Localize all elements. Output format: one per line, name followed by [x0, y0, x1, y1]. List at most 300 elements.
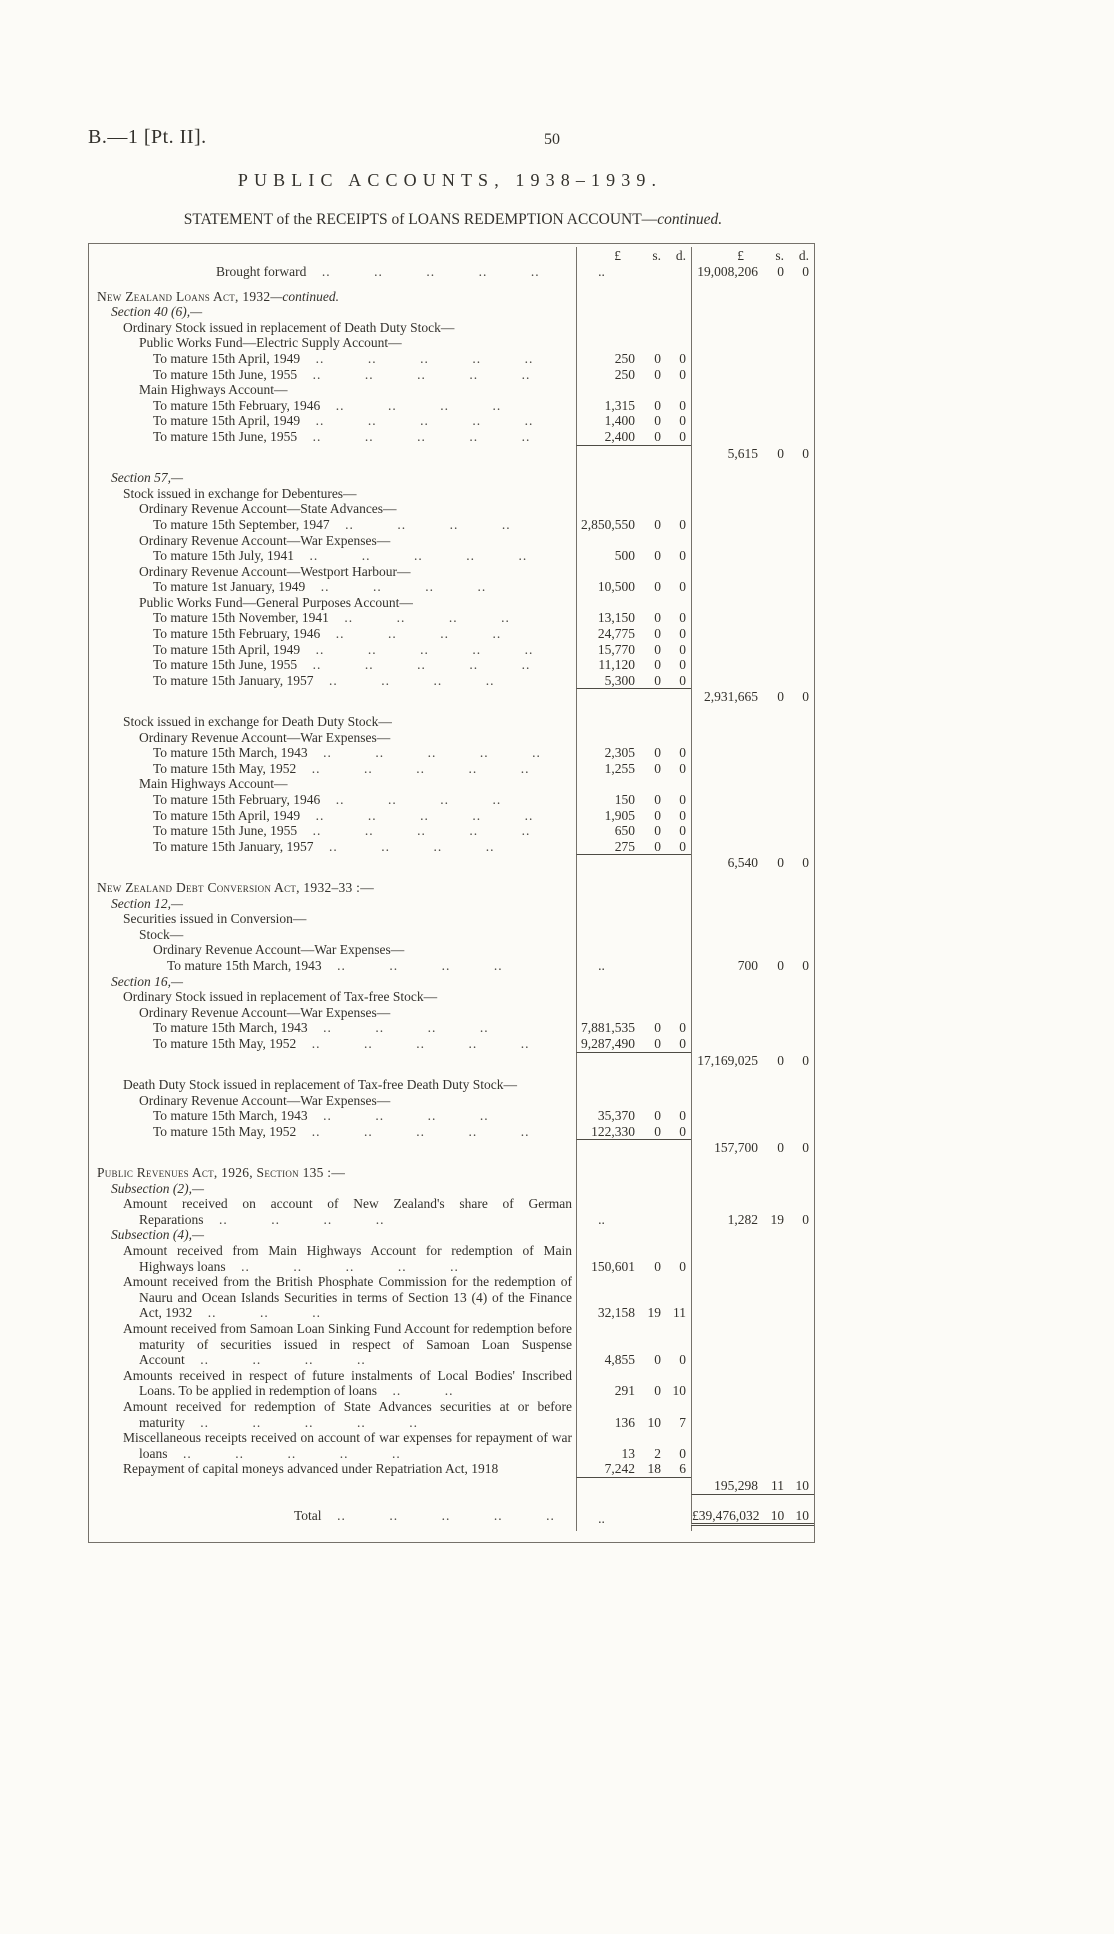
amount-col1: [576, 705, 691, 730]
pounds-value: 32,158: [597, 1305, 635, 1321]
amount-col1: [576, 1430, 691, 1461]
dot-leaders: .. .. .. .. ..: [300, 413, 534, 429]
amount-col1: [576, 642, 691, 658]
row-description: [89, 610, 576, 626]
row-label-suffix: —continued.: [270, 288, 340, 304]
shillings-value: 0: [654, 823, 661, 839]
pounds-value: 1,315: [604, 397, 635, 413]
row-description: [89, 896, 576, 912]
row-description: [89, 730, 576, 746]
amount-col2: [691, 548, 814, 564]
row-description: [89, 871, 576, 896]
line-item-row: [89, 626, 814, 642]
pounds-header: £: [737, 248, 744, 263]
pounds-value: 2,850,550: [581, 516, 635, 532]
row-label: Death Duty Stock issued in replacement of Tax-free Death Duty Stock—: [123, 1077, 517, 1093]
line-item-row: [89, 642, 814, 658]
pence-value: 11: [673, 1305, 686, 1321]
amount-col1: [576, 958, 691, 974]
amount-col1: [576, 792, 691, 808]
amount-col1: [576, 351, 691, 367]
line-item-row: [89, 761, 814, 777]
heading-row: [89, 1156, 814, 1181]
line-item-row: [89, 1321, 814, 1368]
amount-col2: [691, 1196, 814, 1227]
pounds-value: 4,855: [604, 1352, 635, 1368]
row-description: [89, 761, 576, 777]
row-label: To mature 15th May, 1952: [153, 1123, 297, 1139]
shillings-value: 0: [654, 792, 661, 807]
heading-row: [89, 320, 814, 336]
row-label: To mature 15th January, 1957: [153, 672, 314, 688]
amount-col2: [691, 1243, 814, 1274]
row-description: [89, 1274, 576, 1321]
amount-col1: [576, 974, 691, 990]
amount-col2: [691, 1274, 814, 1321]
line-item-row: [89, 839, 814, 856]
line-item-row: [89, 1036, 814, 1053]
statement-subtitle: [48, 211, 858, 229]
row-description: [89, 1478, 576, 1495]
amount-col2: [691, 595, 814, 611]
row-label: Securities issued in Conversion—: [123, 911, 307, 927]
heading-row: [89, 911, 814, 927]
dot-leaders: .. .. .. .. ..: [297, 428, 531, 444]
amount-col2: [691, 705, 814, 730]
row-label: To mature 15th June, 1955: [153, 428, 298, 444]
row-label: To mature 15th April, 1949: [153, 641, 301, 657]
amount-col2: [691, 382, 814, 398]
pounds-value: 291: [614, 1383, 635, 1399]
shillings-value: 0: [654, 1020, 661, 1036]
heading-row: [89, 501, 814, 517]
amount-col2: [691, 429, 814, 446]
pence-value: 0: [802, 1140, 809, 1156]
pounds-value: 1,905: [604, 807, 635, 823]
spacer-cell: [691, 1526, 814, 1531]
line-item-row: [89, 351, 814, 367]
amount-col2: [691, 896, 814, 912]
amount-col2: [691, 1036, 814, 1053]
amount-col2: [691, 761, 814, 777]
shillings-value: 0: [654, 657, 661, 673]
subtotal-row: [89, 1053, 814, 1069]
pence-value: 0: [802, 1211, 809, 1227]
amount-col1: [576, 745, 691, 761]
shillings-value: 0: [654, 610, 661, 626]
pence-value: 0: [679, 397, 686, 413]
row-label: Ordinary Revenue Account—War Expenses—: [139, 1092, 391, 1108]
amount-col1: [576, 839, 691, 856]
row-description: [89, 1495, 576, 1527]
row-description: [89, 1321, 576, 1368]
shillings-value: 0: [654, 745, 661, 761]
pence-header: d.: [798, 248, 809, 263]
row-label: To mature 15th February, 1946: [153, 397, 321, 413]
heading-row: [89, 486, 814, 502]
pence-value: 0: [679, 823, 686, 839]
row-description: [89, 1430, 576, 1461]
amount-col1: [576, 280, 691, 305]
row-label: To mature 15th February, 1946: [153, 792, 321, 807]
row-label: To mature 15th April, 1949: [153, 807, 301, 823]
pence-value: 10: [795, 1507, 809, 1523]
total-row: [89, 1495, 814, 1527]
heading-row: [89, 730, 814, 746]
row-label: New Zealand Loans Act, 1932: [97, 288, 271, 304]
pence-value: 0: [679, 1123, 686, 1139]
dot-leaders: .. .. .. .. ..: [300, 350, 534, 366]
heading-row: [89, 896, 814, 912]
line-item-row: [89, 1196, 814, 1227]
amount-col1: [576, 1181, 691, 1197]
pence-value: 0: [679, 1258, 686, 1274]
amount-col2: [691, 657, 814, 673]
amount-col2: [691, 792, 814, 808]
amount-col1: [576, 942, 691, 958]
dot-leaders: .. .. .. ..: [329, 516, 511, 532]
header-spacer: [89, 247, 576, 264]
dot-leaders: .. .. .. .. ..: [297, 657, 531, 673]
amount-col1: [576, 548, 691, 564]
pence-value: 0: [679, 1352, 686, 1368]
pence-value: 0: [679, 672, 686, 688]
row-description: [89, 335, 576, 351]
subtotal-row: [89, 1478, 814, 1495]
dot-leaders: .. .. .. ..: [320, 626, 502, 642]
pounds-value: 9,287,490: [581, 1035, 635, 1051]
subtotal-row: [89, 855, 814, 871]
heading-row: [89, 595, 814, 611]
pence-header: d.: [675, 248, 686, 263]
subtitle-main: STATEMENT of the RECEIPTS of LOANS REDEMPTION ACCOUNT—: [183, 211, 658, 228]
pounds-value: 275: [614, 838, 635, 854]
pounds-value: 2,400: [604, 428, 635, 444]
subtotal-row: [89, 446, 814, 462]
pence-value: 0: [679, 1108, 686, 1124]
amount-col1: [576, 501, 691, 517]
row-label: Section 57,—: [111, 470, 183, 486]
pounds-value: 15,770: [597, 641, 635, 657]
line-item-row: [89, 548, 814, 564]
pence-value: 0: [679, 641, 686, 657]
row-description: [89, 461, 576, 486]
pounds-value: 1,282: [727, 1211, 758, 1227]
row-label: Ordinary Revenue Account—War Expenses—: [139, 729, 391, 745]
spacer-cell: [89, 1526, 576, 1531]
row-label: Ordinary Revenue Account—War Expenses—: [139, 532, 391, 548]
dot-leaders: .. .. .. .. ..: [300, 807, 534, 823]
row-label: To mature 15th March, 1943: [167, 957, 322, 973]
amount-col1: [576, 911, 691, 927]
row-description: [89, 280, 576, 305]
pounds-value: 1,255: [604, 760, 635, 776]
dot-leaders: .. .. .. .. ..: [321, 1507, 555, 1523]
shillings-value: 0: [654, 548, 661, 564]
row-description: [89, 429, 576, 446]
line-item-row: [89, 1274, 814, 1321]
amount-col2: [691, 351, 814, 367]
amount-col2: [691, 1005, 814, 1021]
row-label: Ordinary Stock issued in replacement of Tax-free Stock—: [123, 989, 438, 1005]
row-description: [89, 1140, 576, 1156]
row-label: Miscellaneous receipts received on account of war expenses for repayment of war loans: [123, 1430, 572, 1461]
dot-leaders: .. .. ..: [192, 1305, 321, 1321]
shillings-value: 10: [770, 1507, 785, 1523]
amount-col2: [691, 446, 814, 462]
amount-col2: [691, 564, 814, 580]
amount-col2: [691, 1368, 814, 1399]
row-label: To mature 15th June, 1955: [153, 657, 298, 673]
line-item-row: [89, 1108, 814, 1124]
dot-leaders: .. .. .. .. ..: [296, 1035, 530, 1051]
amount-col2: [691, 398, 814, 414]
line-item-row: [89, 792, 814, 808]
pounds-value: 150: [614, 792, 635, 807]
pounds-value: 17,169,025: [697, 1052, 758, 1068]
amount-col2: [691, 808, 814, 824]
pence-value: 0: [679, 350, 686, 366]
row-description: [89, 942, 576, 958]
amount-col1: [576, 579, 691, 595]
shillings-value: 10: [647, 1414, 661, 1430]
page-number: 50: [544, 131, 560, 148]
row-label: To mature 15th September, 1947: [153, 516, 330, 532]
amount-col2: [691, 974, 814, 990]
shillings-value: 0: [654, 579, 661, 595]
row-description: [89, 533, 576, 549]
shillings-value: 0: [654, 516, 661, 532]
row-label: To mature 15th June, 1955: [153, 366, 298, 382]
pounds-value: 7,242: [604, 1461, 635, 1477]
line-item-row: [89, 1368, 814, 1399]
row-label: Ordinary Revenue Account—Westport Harbour—: [139, 563, 411, 579]
heading-row: [89, 304, 814, 320]
shillings-value: 0: [777, 1052, 784, 1068]
amount-col1: [576, 533, 691, 549]
row-description: [89, 1036, 576, 1053]
row-description: [89, 927, 576, 943]
row-label: Amount received from Samoan Loan Sinking Fund Account for redemption before maturity of securities issued in respect of Samoan Loan Suspense Account: [123, 1321, 572, 1368]
pence-value: 0: [679, 792, 686, 807]
dot-leaders: .. .. .. ..: [184, 1352, 366, 1368]
pounds-value: 136: [614, 1414, 635, 1430]
pounds-value: 250: [614, 366, 635, 382]
row-description: [89, 1227, 576, 1243]
amount-col2: [691, 579, 814, 595]
amount-col1: [576, 1196, 691, 1227]
shillings-value: 0: [654, 838, 661, 854]
pounds-value: ..: [598, 1211, 605, 1227]
amount-col1: [576, 1124, 691, 1141]
amount-col1: [576, 1243, 691, 1274]
row-description: [89, 548, 576, 564]
line-item-row: [89, 1124, 814, 1141]
amount-col1: [576, 595, 691, 611]
amount-col1: [576, 989, 691, 1005]
pounds-value: 150,601: [591, 1258, 635, 1274]
amount-col2: [691, 533, 814, 549]
row-description: [89, 626, 576, 642]
amount-col2: [691, 626, 814, 642]
pence-value: 0: [679, 657, 686, 673]
line-item-row: [89, 808, 814, 824]
amount-col1: [576, 413, 691, 429]
row-description: [89, 839, 576, 856]
line-item-row: [89, 517, 814, 533]
amount-col1: [576, 382, 691, 398]
shillings-value: 0: [654, 760, 661, 776]
row-description: [89, 304, 576, 320]
row-label: Amount received on account of New Zealand's share of German Reparations: [123, 1196, 572, 1227]
shillings-header: s.: [775, 248, 784, 263]
row-description: [89, 1399, 576, 1430]
pounds-value: 122,330: [591, 1123, 635, 1139]
amount-col1: [576, 1156, 691, 1181]
pounds-value: 2,931,665: [704, 689, 758, 705]
pounds-value: ..: [598, 264, 605, 279]
amount-col1: [576, 673, 691, 690]
amount-col2: [691, 958, 814, 974]
row-description: [89, 1020, 576, 1036]
pounds-value: £39,476,032: [692, 1507, 760, 1523]
heading-row: [89, 280, 814, 305]
heading-row: [89, 461, 814, 486]
amount-col1: [576, 564, 691, 580]
amount-col1: [576, 1227, 691, 1243]
line-item-row: [89, 429, 814, 446]
amount-col2: [691, 689, 814, 705]
row-label: Public Works Fund—General Purposes Account—: [139, 594, 413, 610]
heading-row: [89, 705, 814, 730]
amount-col2: [691, 335, 814, 351]
amount-col2: [691, 911, 814, 927]
line-item-row: [89, 673, 814, 690]
pence-value: 6: [679, 1461, 686, 1477]
line-item-row: [89, 413, 814, 429]
heading-row: [89, 1068, 814, 1093]
dot-leaders: .. .. .. .. ..: [225, 1258, 459, 1274]
amount-col2: [691, 855, 814, 871]
row-label: Total: [294, 1507, 322, 1523]
row-description: [89, 792, 576, 808]
subtitle-continued: continued.: [657, 211, 723, 228]
amount-col2: [691, 871, 814, 896]
pence-value: 7: [679, 1414, 686, 1430]
amount-col2: [691, 264, 814, 280]
heading-row: [89, 974, 814, 990]
row-label: To mature 15th May, 1952: [153, 1035, 297, 1051]
row-label: To mature 1st January, 1949: [153, 579, 306, 595]
row-label: Repayment of capital moneys advanced under Repatriation Act, 1918: [123, 1461, 499, 1477]
line-item-row: [89, 579, 814, 595]
amount-col1: [576, 335, 691, 351]
subtotal-row: [89, 1140, 814, 1156]
row-label: Public Works Fund—Electric Supply Account—: [139, 335, 402, 351]
line-item-row: [89, 1020, 814, 1036]
pounds-value: ..: [598, 957, 605, 973]
row-description: [89, 486, 576, 502]
row-label: Amount received from Main Highways Account for redemption of Main Highways loans: [123, 1243, 572, 1274]
row-description: [89, 1093, 576, 1109]
row-label: To mature 15th November, 1941: [153, 610, 329, 626]
row-label: To mature 15th March, 1943: [153, 1108, 308, 1124]
row-description: [89, 673, 576, 690]
row-description: [89, 398, 576, 414]
dot-leaders: .. .. .. .. ..: [167, 1445, 401, 1461]
pence-value: 0: [679, 807, 686, 823]
amount-col1: [576, 1399, 691, 1430]
amount-col2: [691, 501, 814, 517]
pounds-value: 24,775: [597, 626, 635, 642]
amount-col1: [576, 626, 691, 642]
amount-col2: [691, 1399, 814, 1430]
row-description: [89, 1461, 576, 1478]
row-description: [89, 367, 576, 383]
amount-col2: [691, 642, 814, 658]
amount-col1: [576, 1005, 691, 1021]
amount-col1: [576, 610, 691, 626]
heading-row: [89, 989, 814, 1005]
shillings-value: 0: [654, 366, 661, 382]
pounds-value: 5,300: [604, 672, 635, 688]
amount-col2: [691, 730, 814, 746]
amount-col1: [576, 461, 691, 486]
line-item-row: [89, 657, 814, 673]
row-description: [89, 745, 576, 761]
row-label: Amount received from the British Phosphate Commission for the redemption of Nauru and Ocean Islands Securities in terms of Section 13 (4) of the Finance Act, 1932: [123, 1274, 572, 1321]
line-item-row: [89, 610, 814, 626]
amount-col2: [691, 745, 814, 761]
row-label: Stock—: [139, 926, 184, 942]
amount-col2: [691, 1478, 814, 1495]
dot-leaders: .. .. .. .. ..: [300, 641, 534, 657]
pounds-value: 11,120: [598, 657, 635, 673]
shillings-value: 0: [777, 264, 784, 279]
heading-row: [89, 533, 814, 549]
amount-col1: [576, 1274, 691, 1321]
amount-col2: [691, 1108, 814, 1124]
shillings-value: 0: [654, 1035, 661, 1051]
dot-leaders: .. .. .. ..: [313, 672, 495, 688]
pence-value: 0: [679, 579, 686, 595]
amount-col1: [576, 730, 691, 746]
pence-value: 0: [802, 1052, 809, 1068]
amount-col1: [576, 927, 691, 943]
amount-col1: [576, 1321, 691, 1368]
row-label: Ordinary Revenue Account—War Expenses—: [139, 1004, 391, 1020]
pence-value: 0: [679, 428, 686, 444]
amount-col1: [576, 823, 691, 839]
amount-col1: [576, 517, 691, 533]
dot-leaders: .. .. .. ..: [307, 1020, 489, 1036]
row-label: Main Highways Account—: [139, 776, 288, 792]
row-description: [89, 1243, 576, 1274]
dot-leaders: .. .. .. .. ..: [296, 1123, 530, 1139]
amount-col1: [576, 871, 691, 896]
pence-value: 0: [679, 548, 686, 564]
dot-leaders: .. .. .. ..: [307, 1108, 489, 1124]
row-description: [89, 446, 576, 462]
row-description: [89, 595, 576, 611]
row-label: To mature 15th March, 1943: [153, 1020, 308, 1036]
shillings-value: 0: [654, 1108, 661, 1124]
amount-col1: [576, 1053, 691, 1069]
line-item-row: [89, 1430, 814, 1461]
row-description: [89, 958, 576, 974]
row-description: [89, 351, 576, 367]
shillings-value: 0: [654, 397, 661, 413]
